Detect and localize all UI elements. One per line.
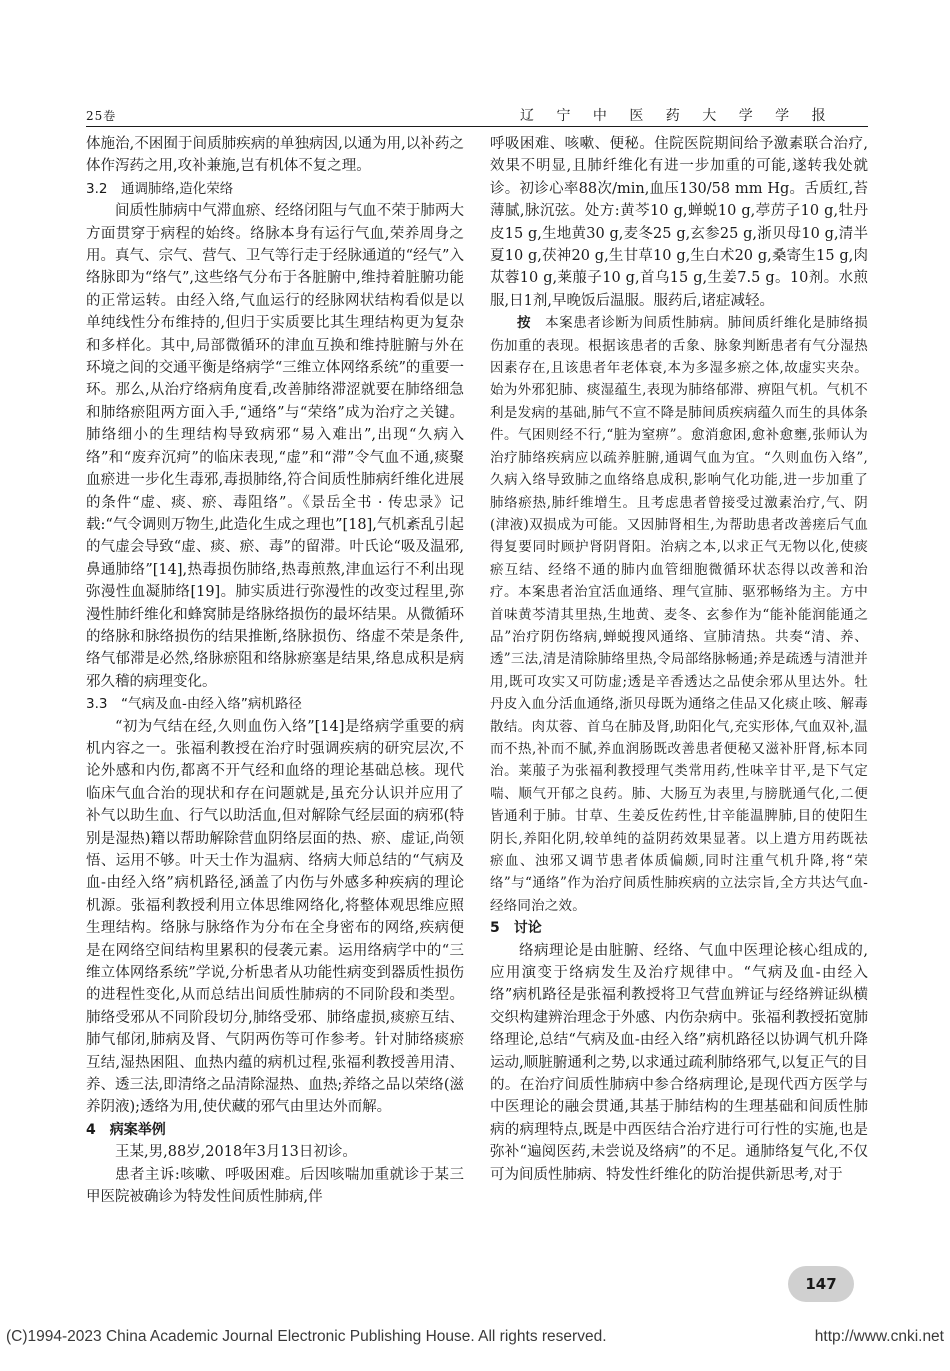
case-note-paragraph — [490, 312, 868, 917]
body-paragraph-continued: 体施治,不困囿于间质肺疾病的单独病因,以通为用,以补药之体作泻药之用,攻补兼施,岂有机体不复之理。 — [86, 136, 464, 175]
journal-title: 辽 宁 中 医 药 大 学 学 报 — [520, 108, 835, 124]
subsection-heading: 3.3 “气病及血-由经入络”病机路径 — [86, 696, 302, 713]
left-column — [86, 133, 464, 1209]
body-paragraph: 间质性肺病中气滞血瘀、经络闭阻与气血不荣于肺两大方面贯穿于病程的始终。络脉本身有运行气血,荣养周身之用。真气、宗气、营气、卫气等行走于经脉通道的“经气”入络脉即为“络气”,这些络气分布于各脏腑中,维持着脏腑功能的正常运转。由经入络,气血运行的经脉网状结构看似是以单纯线性分布维持的,但归于实质要比其生理结构更为复杂和多样化。其中,局部微循环的津血互换和维持脏腑与外在环境之间的交通平衡是络病学“三维立体网络系统”的重要一环。那么,从治疗络病角度看,改善肺络滞涩就要在肺络细急和肺络瘀阻两方面入手,“通络”与“荣络”成为治疗之关键。肺络细小的生理结构导致病邪“易入难出”,出现“久病入络”和“废弃沉疴”的临床表现,“虚”和“滞”令气血不通,痰聚血瘀进一步化生毒邪,毒损肺络,符合间质性肺病纤维化进展的条件“虚、痰、瘀、毒阻络”。《景岳全书 · 传忠录》记载:“气令调则万物生,此造化生成之理也”[18],气机紊乱引起的气虚会导致“虚、痰、瘀、毒”的留滞。叶氏论“吸及温邪,鼻通肺络”[14],热毒损伤肺络,热毒煎熬,津血运行不利出现弥漫性血凝肺络[19]。肺实质进行弥漫性的改变过程里,弥漫性肺纤维化和蜂窝肺是络脉络损伤的最坏结果。从微循环的络脉和脉络损伤的结果推断,络脉损伤、络虚不荣是条件,络气郁滞是必然,络脉瘀阻和络脉瘀塞是结果,络息成积是病邪久稽的病理变化。 — [86, 203, 464, 690]
section-heading: 5 讨论 — [490, 920, 542, 937]
section-heading: 4 病案举例 — [86, 1121, 166, 1138]
note-text: 本案患者诊断为间质性肺病。肺间质纤维化是肺络损伤加重的表现。根据该患者的舌象、脉象判断患者有气分湿热因素存在,且该患者年老体衰,本为多湿多瘀之体,故虚实夹杂。始为外邪犯肺、痰湿蕴生,表现为肺络郁滞、痹阻气机。气机不利是发病的基础,肺气不宣不降是肺间质疾病蕴久而生的具体条件。气困则经不行,“脏为窒痹”。愈消愈困,愈补愈壅,张师认为治疗肺络疾病应以疏养脏腑,通调气血为宜。“久则血伤入络”,久病入络导致肺之血络络息成积,影响气化功能,进一步加重了肺络瘀热,肺纤维增生。且考虑患者曾接受过激素治疗,气、阴(津液)双损成为可能。又因肺肾相生,为帮助患者改善瘥后气血得复要同时顾护肾阴肾阳。治病之本,以求正气无物以化,使痰瘀互结、经络不通的肺内血管细胞微循环状态得以改善和治疗。本案患者治宜活血通络、理气宣肺、驱邪畅络为主。方中首味黄芩清其里热,生地黄、麦冬、玄参作为“能补能润能通之品”治疗阴伤络病,蝉蜕搜风通络、宣肺清热。共奏“清、养、透”三法,清是清除肺络里热,令局部络脉畅通;养是疏透与清泄并用,既可攻实又可防虚;透是辛香透达之品使余邪从里达外。牡丹皮入血分活血通络,浙贝母既为通络之佳品又化痰止咳、解毒散结。肉苁蓉、首乌在肺及肾,助阳化气,充实形体,气血双补,温而不热,补而不腻,养血润肠既改善患者便秘又滋补肝肾,标本同治。莱菔子为张福利教授理气类常用药,性味辛甘平,是下气定喘、顺气开郁之良药。肺、大肠互为表里,与膀胱通气化,二便皆通利于肺。甘草、生姜反佐药性,甘辛能温脾肺,目的使阳生阴长,养阳化阴,较单纯的益阴药效果显著。以上遣方用药既祛瘀血、浊邪又调节患者体质偏颇,同时注重气机升降,将“荣络”与“通络”作为治疗间质性肺疾病的立法宗旨,全方共达气血-经络同治之效。 — [490, 315, 868, 914]
right-column — [490, 133, 868, 1186]
page-number: 147 — [788, 1266, 854, 1302]
body-paragraph: 络病理论是由脏腑、经络、气血中医理论核心组成的,应用演变于络病发生及治疗规律中。“气病及血-由经入络”病机路径是张福利教授将卫气营血辨证与经络辨证纵横交织构建辨治理念于外感、内伤杂病中。张福利教授拓宽肺络理论,总结“气病及血-由经入络”病机路径以协调气机升降运动,顺脏腑通利之势,以求通过疏利肺络邪气,以复正气的目的。在治疗间质性肺病中参合络病理论,是现代西方医学与中医理论的融会贯通,其基于肺结构的生理基础和间质性肺病的病理特点,既是中西医结合治疗进行可行性的实施,也是弥补“遍阅医药,未尝说及络病”的不足。通肺络复气化,不仅可为间质性肺病、特发性纤维化的防治提供新思考,对于 — [490, 942, 868, 1183]
volume-label: 25卷 — [86, 109, 117, 123]
body-paragraph-continued: 呼吸困难、咳嗽、便秘。住院医院期间给予激素联合治疗,效果不明显,且肺纤维化有进一步加重的可能,遂转我处就诊。初诊心率88次/min,血压130/58 mm Hg。舌质红,苔薄腻,脉沉弦。处方:黄芩10 g,蝉蜕10 g,葶苈子10 g,牡丹皮15 g,生地黄30 g,麦冬25 g,玄参25 g,浙贝母10 g,清半夏10 g,茯神20 g,生甘草10 g,生白术20 g,桑寄生15 g,肉苁蓉10 g,莱菔子10 g,首乌15 g,生姜7.5 g。10剂。水煎服,日1剂,早晚饭后温服。服药后,诸症减轻。 — [490, 136, 868, 309]
body-paragraph: “初为气结在经,久则血伤入络”[14]是络病学重要的病机内容之一。张福利教授在治疗时强调疾病的研究层次,不论外感和内伤,都离不开气经和血络的理论基础总核。现代临床气血合治的现状和存在问题就是,虽充分认识并应用了补气以助生血、行气以助活血,但对解除气经层面的病邪(特别是湿热)籍以帮助解除营血阴络层面的热、瘀、虚证,尚领悟、运用不够。叶天士作为温病、络病大师总结的“气病及血-由经入络”病机路径,涵盖了内伤与外感多种疾病的理论机源。张福利教授利用立体思维网络化,将整体观思维应照生理结构。络脉与脉络作为分布在全身密布的网络,疾病便是在网络空间结构里累积的侵袭元素。运用络病学中的“三维立体网络系统”学说,分析患者从功能性病变到器质性损伤的进程性变化,从而总结出间质性肺病的不同阶段和类型。肺络受邪从不同阶段切分,肺络受邪、肺络虚损,痰瘀互结、肺气郁闭,肺病及肾、气阴两伤等可作参考。针对肺络痰瘀互结,湿热困阻、血热内蕴的病机过程,张福利教授善用清、养、透三法,即清络之品清除湿热、血热;养络之品以荣络(滋养阴液);透络为用,使伏藏的邪气由里达外而解。 — [86, 718, 464, 1116]
subsection-heading: 3.2 通调肺络,造化荣络 — [86, 180, 234, 197]
body-paragraph: 王某,男,88岁,2018年3月13日初诊。 — [115, 1144, 357, 1161]
footer — [6, 1328, 944, 1346]
body-paragraph: 患者主诉:咳嗽、呼吸困难。后因咳喘加重就诊于某三甲医院被确诊为特发性间质性肺病,伴 — [86, 1166, 464, 1206]
header-divider — [86, 126, 868, 127]
footer-copyright: (C)1994-2023 China Academic Journal Electronic Publishing House. All rights reserved. — [6, 1328, 607, 1345]
note-keyword: 按 — [517, 315, 532, 332]
footer-url[interactable]: http://www.cnki.net — [814, 1328, 944, 1345]
